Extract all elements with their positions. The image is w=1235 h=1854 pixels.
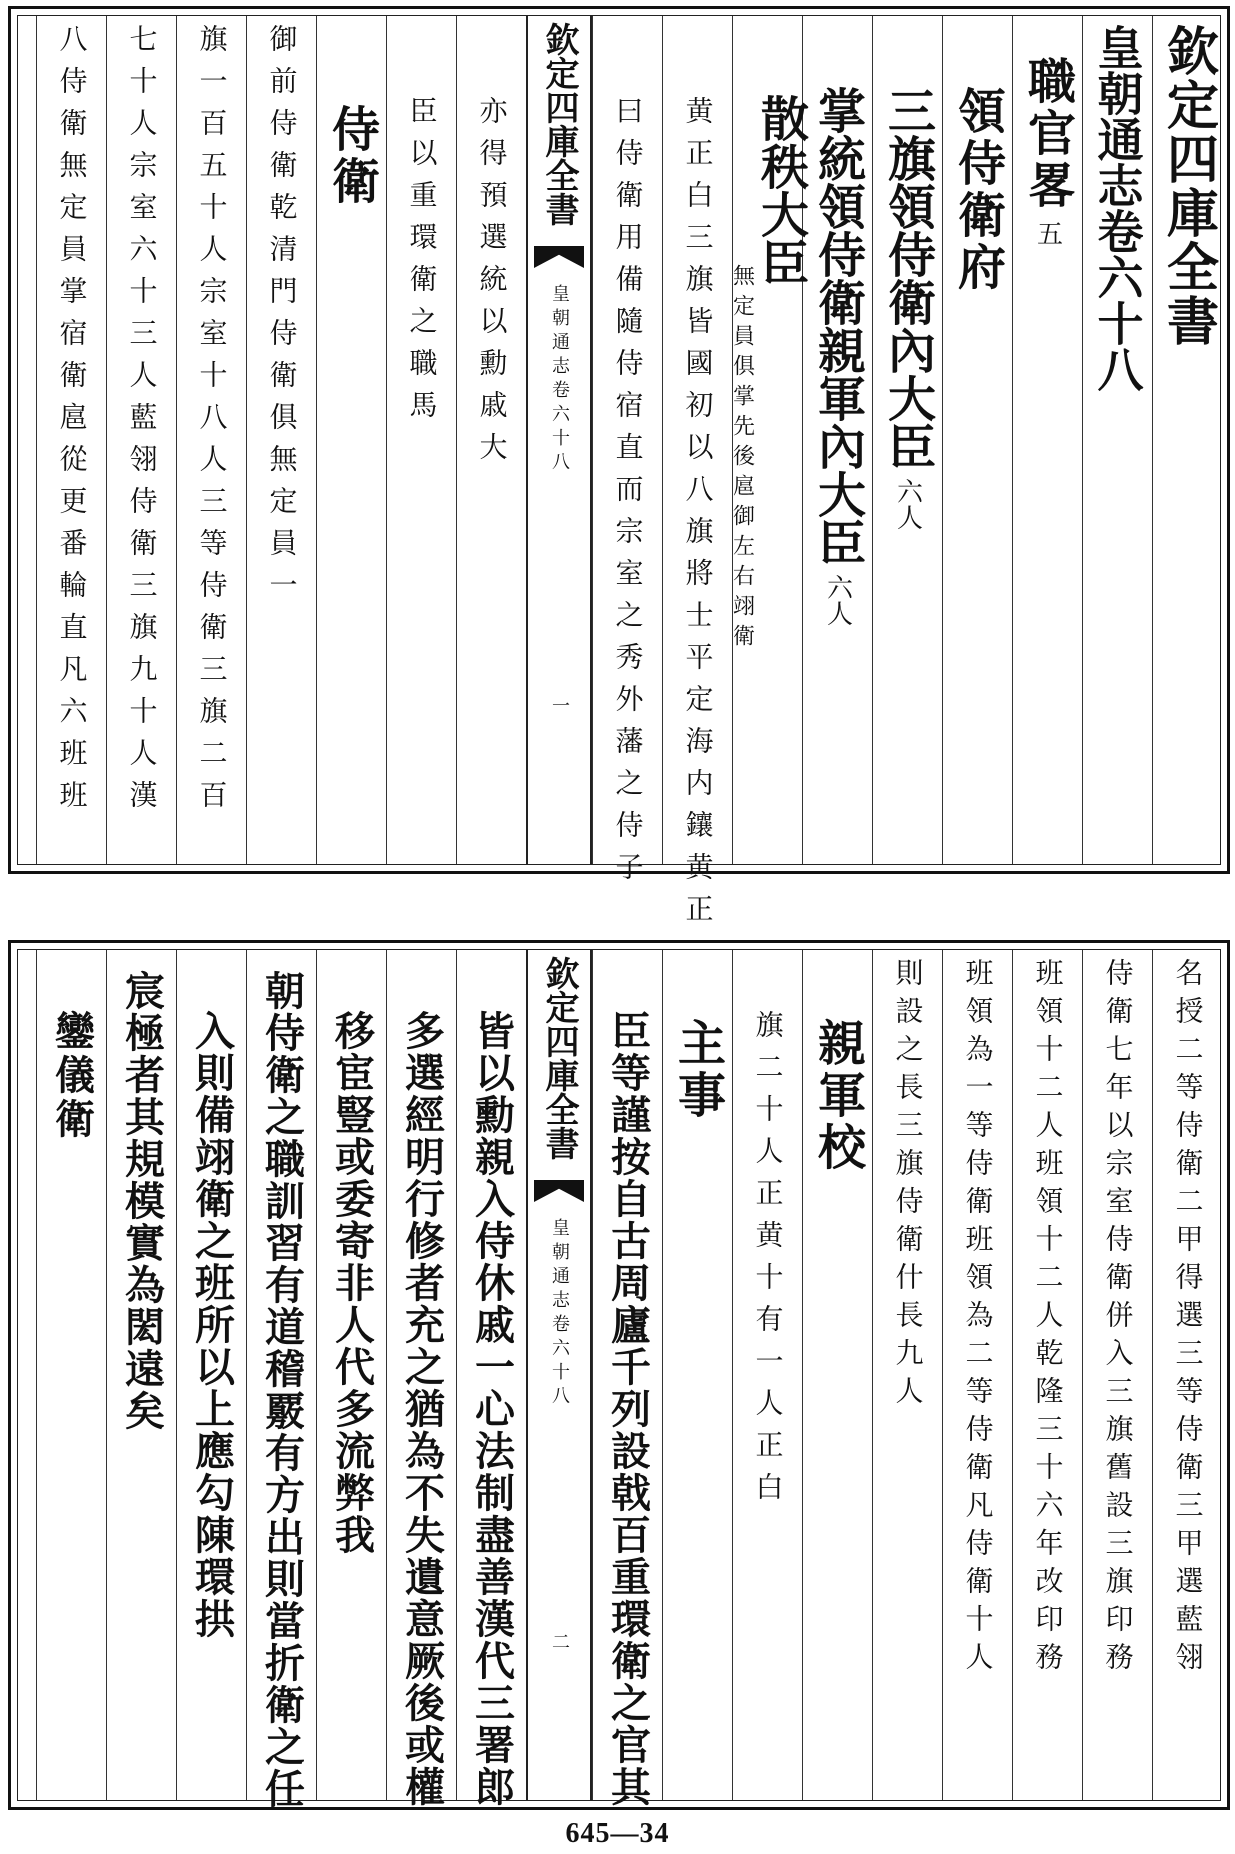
office-heading: 領侍衛府 [949,86,1006,294]
note-line: 則設之長三旗侍衛什長九人 [891,958,925,1414]
fish-tail-mark [534,1180,584,1202]
column-office [942,16,1012,864]
center-juan: 卷六十八 [549,1314,570,1410]
note-line: 御前侍衛乾清門侍衛俱無定員一 [265,24,299,612]
para-line: 宸極者其規模實為閎遠矣 [118,970,166,1432]
center-book-sub: 皇朝通志 [549,1218,570,1314]
section-number: 五 [1032,220,1063,246]
column-note-b2 [176,16,246,864]
para-line: 朝侍衛之職訓習有道稽覈有方出則當折衛之任 [258,970,306,1810]
column-note-c5 [872,950,942,1800]
column-para2-3 [316,950,386,1800]
column-para2-6 [106,950,176,1800]
center-subtitle [546,284,572,476]
rank-2-count: 六人 [822,574,853,626]
column-note-b3 [106,16,176,864]
column-note-c3 [1012,950,1082,1800]
column-section [1012,16,1082,864]
note-line: 旗一百五十人宗室十八人三等侍衛三旗二百 [195,24,229,822]
rank-5-group [809,958,866,1174]
note-line: 八侍衛無定員掌宿衛扈從更番輪直凡六班班 [55,24,89,822]
page-1-frame [17,15,1221,936]
rank-1 [879,86,936,530]
book-header: 欽定四庫全書 [1157,24,1219,348]
column-note-a1 [662,16,732,936]
center-book-title: 欽定四庫全書 [539,956,579,1160]
rank-1-title: 三旗領侍衛內大臣 [879,86,936,470]
fish-tail-mark [534,246,584,268]
column-note-c1 [1152,950,1222,1800]
para-line: 多選經明行修者充之猶為不失遺意厥後或權 [398,1010,446,1808]
column-rank-2 [802,16,872,864]
rank-1-count: 六人 [892,478,923,530]
note-line: 侍衛七年以宗室侍衛併入三旗舊設三旗印務 [1101,958,1135,1680]
center-book-title: 欽定四庫全書 [539,22,579,226]
center-fold [526,16,592,864]
column-note-b1 [246,16,316,864]
note-line: 班領十二人班領十二人乾隆三十六年改印務 [1031,958,1065,1680]
document-page-1 [8,6,1230,936]
rank-4-group [323,24,380,208]
note-line: 臣以重環衛之職馬 [405,96,439,432]
column-note-b4 [36,16,106,864]
para-line: 皆以勳親入侍休戚一心法制盡善漢代三署郎 [468,1010,516,1808]
office-heading-2: 鑾儀衛 [48,1010,96,1142]
column-rank-1 [872,16,942,864]
column-para2-4 [246,950,316,1810]
note-line: 名授二等侍衛二甲得選三等侍衛三甲選藍翎 [1171,958,1205,1680]
column-note-a2 [592,16,662,894]
column-para1-1 [592,950,662,1808]
para-line: 臣等謹按自古周廬千列設戟百重環衛之官其 [604,1010,652,1808]
rank-6-title: 主事 [669,1018,726,1122]
rank-4-title: 侍衛 [323,104,380,208]
center-juan: 卷六十八 [549,380,570,476]
column-para2-5 [176,950,246,1800]
section-title [1019,56,1076,246]
column-rank-6 [662,950,732,1800]
column-office-2 [36,950,106,1800]
rank-3-note: 無定員俱掌先後扈御左右翊衛 [729,264,755,654]
note-line: 班領為一等侍衛班領為二等侍衛凡侍衛十人 [961,958,995,1680]
rank-5-title: 親軍校 [809,1018,866,1174]
note-line: 七十人宗室六十三人藍翎侍衛三旗九十人漢 [125,24,159,822]
rank-6-group [669,958,726,1122]
document-page-2 [8,940,1230,1810]
center-subtitle [546,1218,572,1410]
rank-2 [809,86,866,626]
rank-3-title: 散秩大臣 [752,94,809,286]
center-page-number: 一 [549,696,570,714]
note-line: 黄正白三旗皆國初以八旗將士平定海内鑲黄正 [681,96,715,936]
column-rank-3 [729,16,809,864]
column-note-c2 [1082,950,1152,1800]
column-rank-4 [316,16,386,864]
column-note-a4 [386,16,456,864]
column-rank-5 [802,950,872,1800]
center-book-sub: 皇朝通志 [549,284,570,380]
center-fold [526,950,592,1800]
rank-3-group [729,24,809,654]
note-line: 曰侍衛用備隨侍宿直而宗室之秀外藩之侍子 [611,96,645,894]
note-line: 旗二十人正黄十有一人正白 [751,1010,785,1514]
column-note-d1 [732,950,802,1800]
column-para2-1 [456,950,526,1808]
column-para2-2 [386,950,456,1808]
column-note-c4 [942,950,1012,1800]
volume-title: 皇朝通志卷六十八 [1090,24,1145,392]
column-note-a3 [456,16,526,864]
note-line: 亦得預選統以勳戚大 [475,96,509,474]
rank-2-title: 掌統領侍衛親軍內大臣 [809,86,866,566]
column-header [1152,16,1222,864]
page-2-frame [17,949,1221,1810]
column-title [1082,16,1152,864]
section-name: 職官畧 [1019,56,1076,212]
page-footer-number: 645—34 [565,1818,670,1849]
center-page-number: 二 [549,1632,570,1650]
para-line: 移宦豎或委寄非人代多流弊我 [328,1010,376,1556]
para-line: 入則備翊衛之班所以上應勾陳環拱 [188,1010,236,1640]
